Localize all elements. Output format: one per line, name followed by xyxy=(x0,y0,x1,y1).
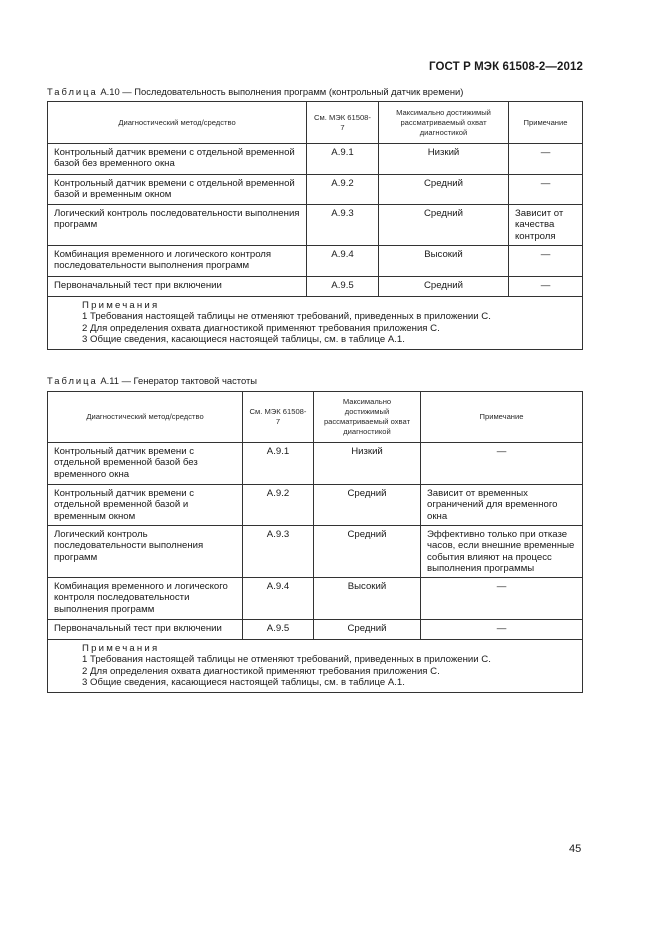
table-a10-notes-row xyxy=(48,297,583,350)
row-note: — xyxy=(509,246,583,277)
page-number: 45 xyxy=(569,843,582,855)
row-note: — xyxy=(421,443,583,485)
table-row xyxy=(48,246,583,277)
document-code: ГОСТ Р МЭК 61508-2—2012 xyxy=(429,61,583,73)
table-a10-caption-word: Таблица xyxy=(47,86,98,97)
row-ref: А.9.5 xyxy=(307,277,379,297)
row-coverage: Средний xyxy=(314,620,421,640)
row-note: Зависит от временных ограничений для временного окна xyxy=(421,485,583,526)
table-row xyxy=(48,144,583,175)
row-coverage: Средний xyxy=(314,485,421,526)
row-ref: А.9.1 xyxy=(243,443,314,485)
table-a10-header-row xyxy=(48,102,583,144)
row-note: — xyxy=(421,620,583,640)
notes-title: Примечания xyxy=(82,300,160,311)
row-ref: А.9.3 xyxy=(307,205,379,246)
table-row xyxy=(48,277,583,297)
note-item: 3 Общие сведения, касающиеся настоящей таблицы, см. в таблице А.1. xyxy=(82,677,405,689)
row-ref: А.9.4 xyxy=(243,578,314,620)
table-a10-header-coverage: Максимально достижимый рассматриваемый охват диагностикой xyxy=(379,102,509,144)
row-method: Контрольный датчик времени с отдельной временной базой и временным окном xyxy=(48,175,307,205)
row-coverage: Высокий xyxy=(379,246,509,277)
table-row xyxy=(48,175,583,205)
row-ref: А.9.2 xyxy=(307,175,379,205)
table-a11 xyxy=(47,391,583,693)
row-note: — xyxy=(509,175,583,205)
row-ref: А.9.1 xyxy=(307,144,379,175)
table-a10 xyxy=(47,101,583,350)
row-note: — xyxy=(509,277,583,297)
table-a10-caption xyxy=(47,86,463,97)
row-method: Контрольный датчик времени с отдельной временной базой и временным окном xyxy=(48,485,243,526)
table-a11-header-coverage: Максимально достижимый рассматриваемый охват диагностикой xyxy=(314,392,421,443)
table-a10-header-note: Примечание xyxy=(509,102,583,144)
table-a11-caption-text: А.11 — Генератор тактовой частоты xyxy=(97,375,257,386)
table-a11-notes-row xyxy=(48,640,583,693)
row-note: Эффективно только при отказе часов, если внешние временные события влияют на процесс выполнения программы xyxy=(421,526,583,578)
row-method: Контрольный датчик времени с отдельной временной базой без временного окна xyxy=(48,144,307,175)
row-method: Логический контроль последовательности выполнения программ xyxy=(48,526,243,578)
table-a11-caption-word: Таблица xyxy=(47,375,98,386)
row-method: Контрольный датчик времени с отдельной временной базой без временного окна xyxy=(48,443,243,485)
table-row xyxy=(48,526,583,578)
table-row xyxy=(48,205,583,246)
table-a10-header-ref: См. МЭК 61508-7 xyxy=(307,102,379,144)
table-a10-caption-text: А.10 — Последовательность выполнения программ (контрольный датчик времени) xyxy=(97,86,464,97)
row-coverage: Высокий xyxy=(314,578,421,620)
row-coverage: Средний xyxy=(379,175,509,205)
table-a11-caption xyxy=(47,375,257,386)
row-coverage: Средний xyxy=(379,277,509,297)
note-item: 1 Требования настоящей таблицы не отменяют требований, приведенных в приложении С. xyxy=(82,654,491,666)
row-method: Первоначальный тест при включении xyxy=(48,620,243,640)
table-a10-header-method: Диагностический метод/средство xyxy=(48,102,307,144)
table-a11-header-note: Примечание xyxy=(421,392,583,443)
table-a11-notes xyxy=(48,640,583,693)
row-ref: А.9.4 xyxy=(307,246,379,277)
row-coverage: Низкий xyxy=(314,443,421,485)
row-coverage: Низкий xyxy=(379,144,509,175)
row-coverage: Средний xyxy=(314,526,421,578)
row-method: Логический контроль последовательности выполнения программ xyxy=(48,205,307,246)
note-item: 2 Для определения охвата диагностикой применяют требования приложения С. xyxy=(82,665,440,677)
row-note: Зависит от качества контроля xyxy=(509,205,583,246)
table-a11-header-ref: См. МЭК 61508-7 xyxy=(243,392,314,443)
row-note: — xyxy=(509,144,583,175)
row-method: Первоначальный тест при включении xyxy=(48,277,307,297)
table-a10-notes xyxy=(48,297,583,350)
notes-title: Примечания xyxy=(82,643,160,655)
table-row xyxy=(48,485,583,526)
note-item: 1 Требования настоящей таблицы не отменяют требований, приведенных в приложении С. xyxy=(82,311,491,323)
row-method: Комбинация временного и логического контроля последовательности выполнения программ xyxy=(48,246,307,277)
row-ref: А.9.3 xyxy=(243,526,314,578)
row-note: — xyxy=(421,578,583,620)
row-ref: А.9.2 xyxy=(243,485,314,526)
row-ref: А.9.5 xyxy=(243,620,314,640)
table-row xyxy=(48,620,583,640)
table-row xyxy=(48,578,583,620)
row-method: Комбинация временного и логического контроля последовательности выполнения программ xyxy=(48,578,243,620)
table-a11-header-method: Диагностический метод/средство xyxy=(48,392,243,443)
note-item: 3 Общие сведения, касающиеся настоящей таблицы, см. в таблице А.1. xyxy=(82,333,405,345)
row-coverage: Средний xyxy=(379,205,509,246)
note-item: 2 Для определения охвата диагностикой применяют требования приложения С. xyxy=(82,322,440,334)
table-a11-header-row xyxy=(48,392,583,443)
table-row xyxy=(48,443,583,485)
